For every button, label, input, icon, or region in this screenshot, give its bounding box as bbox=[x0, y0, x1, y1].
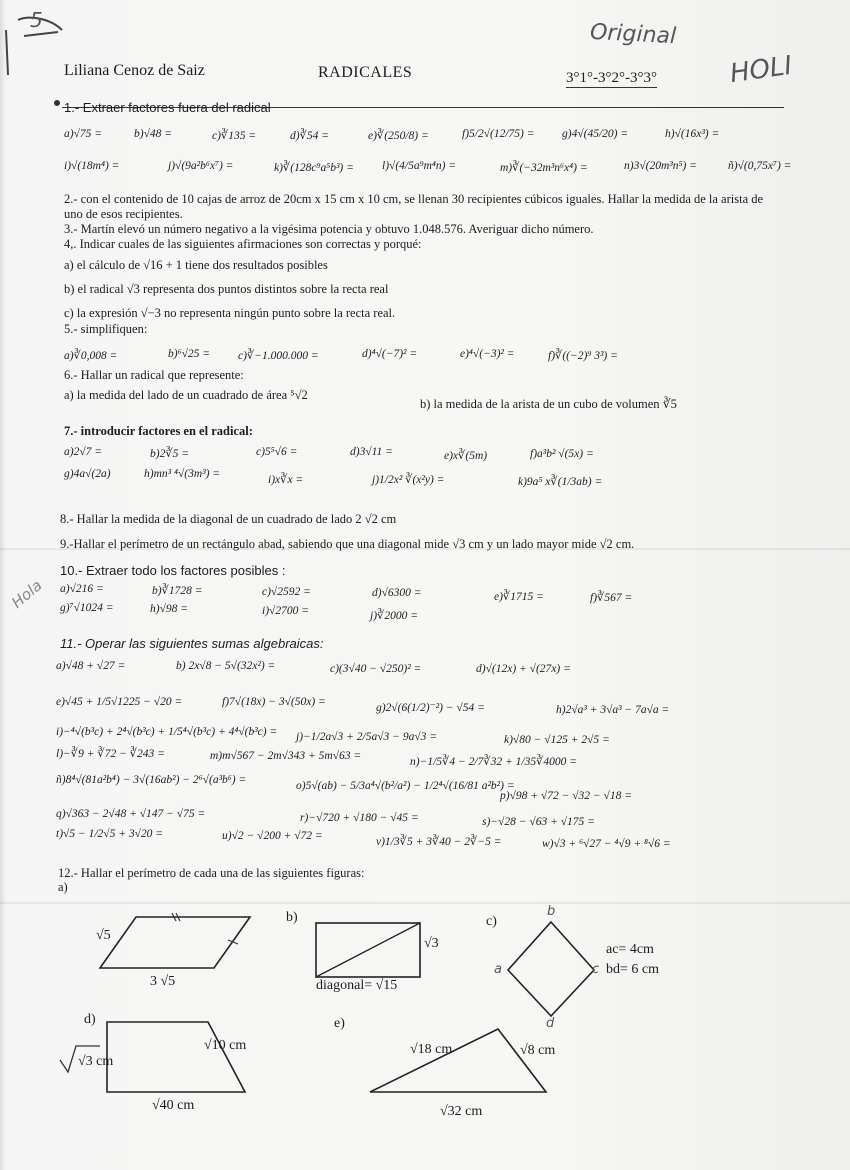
ex1-j: j)√(9a²b⁶x⁷) = bbox=[168, 160, 234, 172]
fig-c-ac: ac= 4cm bbox=[606, 942, 654, 957]
ex7-d: d)3√11 = bbox=[350, 446, 393, 458]
ex10-title: 10.- Extraer todo los factores posibles : bbox=[60, 563, 286, 578]
ex7-g: g)4a√(2a) bbox=[64, 468, 111, 480]
corner-handwriting: 5 bbox=[30, 8, 43, 32]
fig-c-vertex-b: b bbox=[547, 904, 556, 919]
ex7-title: 7.- introducir factores en el radical: bbox=[64, 424, 253, 438]
ex4-b: b) el radical √3 representa dos puntos distintos sobre la recta real bbox=[64, 282, 389, 296]
bullet-dot bbox=[54, 100, 60, 106]
ex11-n: n)−1/5∛4 − 2/7∛32 + 1/35∛4000 = bbox=[410, 756, 578, 768]
fig-e-right: √8 cm bbox=[520, 1043, 556, 1058]
ex10-g: g)⁷√1024 = bbox=[60, 602, 114, 614]
ex10-c: c)√2592 = bbox=[262, 586, 311, 598]
handwritten-holi: HOLI bbox=[728, 50, 794, 90]
ex11-g: g)2√(6(1/2)⁻²) − √54 = bbox=[376, 702, 485, 714]
ex10-d: d)√6300 = bbox=[372, 587, 422, 599]
fig-c-vertex-d: d bbox=[546, 1016, 555, 1031]
ex10-j: j)∛2000 = bbox=[370, 610, 418, 622]
ex11-p: p)√98 + √72 − √32 − √18 = bbox=[500, 790, 632, 802]
ex10-h: h)√98 = bbox=[150, 603, 189, 615]
ex11-r: r)−√720 + √180 − √45 = bbox=[300, 812, 419, 824]
ex4-a: a) el cálculo de √16 + 1 tiene dos resultados posibles bbox=[64, 258, 328, 272]
margin-note: Hola bbox=[8, 576, 46, 612]
fig-b-diagonal: diagonal= √15 bbox=[316, 978, 398, 993]
ex6-title: 6.- Hallar un radical que represente: bbox=[64, 368, 244, 382]
ex7-f: f)a³b² √(5x) = bbox=[530, 448, 594, 460]
author-name: Liliana Cenoz de Saiz bbox=[64, 62, 205, 79]
ex10-i: i)√2700 = bbox=[262, 605, 309, 617]
ex3: 3.- Martín elevó un número negativo a la vigésima potencia y obtuvo 1.048.576. Averiguar dicho número. bbox=[64, 222, 594, 236]
fig-e-label: e) bbox=[334, 1016, 345, 1031]
rectangle-diagonal bbox=[316, 923, 420, 977]
ex11-c: c)(3√40 − √250)² = bbox=[330, 663, 422, 675]
ex7-e: e)x∛(5m) bbox=[444, 450, 488, 462]
ex11-o: o)5√(ab) − 5/3a⁴√(b²/a²) − 1/2⁴√(16/81 a²b²) = bbox=[296, 780, 515, 792]
fig-d-base: √40 cm bbox=[152, 1098, 195, 1113]
ex11-d: d)√(12x) + √(27x) = bbox=[476, 663, 571, 675]
fig-e-left: √18 cm bbox=[410, 1042, 453, 1057]
ex11-u: u)√2 − √200 + √72 = bbox=[222, 830, 323, 842]
ex11-l: l)−∛9 + ∛72 − ∛243 = bbox=[56, 748, 165, 760]
ex7-j: j)1/2x² ∛(x²y) = bbox=[372, 474, 445, 486]
ex11-j: j)−1/2a√3 + 2/5a√3 − 9a√3 = bbox=[296, 731, 438, 743]
ex1-ñ: ñ)√(0,75x⁷) = bbox=[728, 160, 792, 172]
ex6-a: a) la medida del lado de un cuadrado de área ⁵√2 bbox=[64, 388, 308, 402]
ex11-e: e)√45 + 1/5√1225 − √20 = bbox=[56, 696, 183, 708]
ex11-t: t)√5 − 1/2√5 + 3√20 = bbox=[56, 828, 164, 840]
ex1-h: h)√(16x³) = bbox=[665, 128, 720, 140]
fig-c-vertex-c: c bbox=[592, 962, 600, 977]
ex5-f: f)∛((−2)⁹ 3³) = bbox=[548, 350, 618, 362]
trapezoid-shape bbox=[107, 1022, 245, 1092]
fig-a-side: √5 bbox=[96, 928, 111, 943]
ex7-c: c)5⁵√6 = bbox=[256, 446, 298, 458]
ex4-c: c) la expresión √−3 no representa ningún punto sobre la recta real. bbox=[64, 306, 396, 320]
ex11-h: h)2√a³ + 3√a³ − 7a√a = bbox=[556, 704, 670, 716]
ex11-k: k)√80 − √125 + 2√5 = bbox=[504, 734, 610, 746]
fig-c-label: c) bbox=[486, 914, 497, 929]
ex5-a: a)∛0,008 = bbox=[64, 350, 118, 362]
ex7-a: a)2√7 = bbox=[64, 446, 103, 458]
ex1-e: e)∛(250/8) = bbox=[368, 130, 429, 142]
fig-b-label: b) bbox=[286, 910, 298, 925]
ex1-i: i)√(18m⁴) = bbox=[64, 160, 120, 172]
ex7-k: k)9a⁵ x∛(1/3ab) = bbox=[518, 476, 603, 488]
fig-c-bd: bd= 6 cm bbox=[606, 962, 659, 977]
course-list: 3°1°-3°2°-3°3° bbox=[566, 70, 657, 86]
fig-e-base: √32 cm bbox=[440, 1104, 483, 1119]
ex1-g: g)4√(45/20) = bbox=[562, 128, 629, 140]
ex5-e: e)⁴√(−3)² = bbox=[460, 348, 515, 360]
parallelogram-shape bbox=[100, 917, 250, 968]
ex2-line2: uno de esos recipientes. bbox=[64, 207, 183, 221]
ex11-v: v)1/3∛5 + 3∛40 − 2∛−5 = bbox=[376, 836, 502, 848]
ex1-f: f)5/2√(12/75) = bbox=[462, 128, 535, 140]
ex10-a: a)√216 = bbox=[60, 583, 104, 595]
ex5-b: b)⁶√25 = bbox=[168, 348, 211, 360]
handwritten-original: Original bbox=[589, 19, 677, 50]
ex10-e: e)∛1715 = bbox=[494, 591, 544, 603]
ex6-b: b) la medida de la arista de un cubo de volumen ∛5 bbox=[420, 397, 677, 411]
ex5-title: 5.- simplifiquen: bbox=[64, 322, 148, 336]
ex11-b: b) 2x√8 − 5√(32x²) = bbox=[176, 660, 276, 672]
ex1-k: k)∛(128c⁹a⁵b³) = bbox=[274, 162, 354, 174]
ex11-w: w)√3 + ⁶√27 − ⁴√9 + ⁸√6 = bbox=[542, 838, 671, 850]
fig-a-base: 3 √5 bbox=[150, 974, 176, 989]
ex7-h: h)mn³ ⁴√(3m³) = bbox=[144, 468, 221, 480]
ex12-title: 12.- Hallar el perímetro de cada una de las siguientes figuras: bbox=[58, 866, 365, 880]
ex4-title: 4,. Indicar cuales de las siguientes afirmaciones son correctas y porqué: bbox=[64, 237, 422, 251]
ex1-a: a)√75 = bbox=[64, 128, 103, 140]
ex9: 9.-Hallar el perímetro de un rectángulo abad, sabiendo que una diagonal mide √3 cm y un lado mayor mide √2 cm. bbox=[60, 537, 635, 551]
ex11-a: a)√48 + √27 = bbox=[56, 660, 126, 672]
ex1-n: n)3√(20m³n⁵) = bbox=[624, 160, 697, 172]
ex8: 8.- Hallar la medida de la diagonal de un cuadrado de lado 2 √2 cm bbox=[60, 512, 397, 526]
ex1-m: m)∛(−32m³n⁶x⁴) = bbox=[500, 162, 588, 174]
ex11-q: q)√363 − 2√48 + √147 − √75 = bbox=[56, 808, 206, 820]
ex1-title: 1.- Extraer factores fuera del radical bbox=[64, 100, 271, 115]
triangle-shape bbox=[370, 1029, 546, 1092]
ex7-i: i)x∛x = bbox=[268, 474, 304, 486]
ex11-i: i)−⁴√(b³c) + 2⁴√(b³c) + 1/5⁴√(b³c) + 4⁴√(b³c) = bbox=[56, 726, 278, 738]
fig-d-hyp: √10 cm bbox=[204, 1038, 247, 1053]
fig-c-vertex-a: a bbox=[494, 962, 502, 977]
ex10-f: f)∛567 = bbox=[590, 592, 633, 604]
ex5-c: c)∛−1.000.000 = bbox=[238, 350, 319, 362]
ex2-line1: 2.- con el contenido de 10 cajas de arroz de 20cm x 15 cm x 10 cm, se llenan 30 recipientes cúbicos iguales. Hallar la medida de la arista de bbox=[64, 192, 764, 206]
ex11-s: s)−√28 − √63 + √175 = bbox=[482, 816, 595, 828]
ex1-b: b)√48 = bbox=[134, 128, 173, 140]
ex11-m: m)m√567 − 2m√343 + 5m√63 = bbox=[210, 750, 362, 762]
fig-d-left: √3 cm bbox=[78, 1054, 114, 1069]
ex11-ñ: ñ)8⁴√(81a²b⁴) − 3√(16ab²) − 2⁶√(a³b⁶) = bbox=[56, 774, 247, 786]
fig-b-side: √3 bbox=[424, 936, 439, 951]
ex11-title: 11.- Operar las siguientes sumas algebraicas: bbox=[60, 636, 324, 651]
ex11-f: f)7√(18x) − 3√(50x) = bbox=[222, 696, 326, 708]
fig-a-label: a) bbox=[58, 880, 68, 894]
ex1-l: l)√(4/5a⁹m⁴n) = bbox=[382, 160, 457, 172]
ex7-b: b)2∛5 = bbox=[150, 448, 190, 460]
ex1-d: d)∛54 = bbox=[290, 130, 330, 142]
ex10-b: b)∛1728 = bbox=[152, 585, 203, 597]
ex5-d: d)⁴√(−7)² = bbox=[362, 348, 418, 360]
fig-d-label: d) bbox=[84, 1012, 96, 1027]
rhombus-shape bbox=[508, 922, 594, 1016]
ex1-c: c)∛135 = bbox=[212, 130, 257, 142]
page-title: RADICALES bbox=[318, 64, 413, 81]
